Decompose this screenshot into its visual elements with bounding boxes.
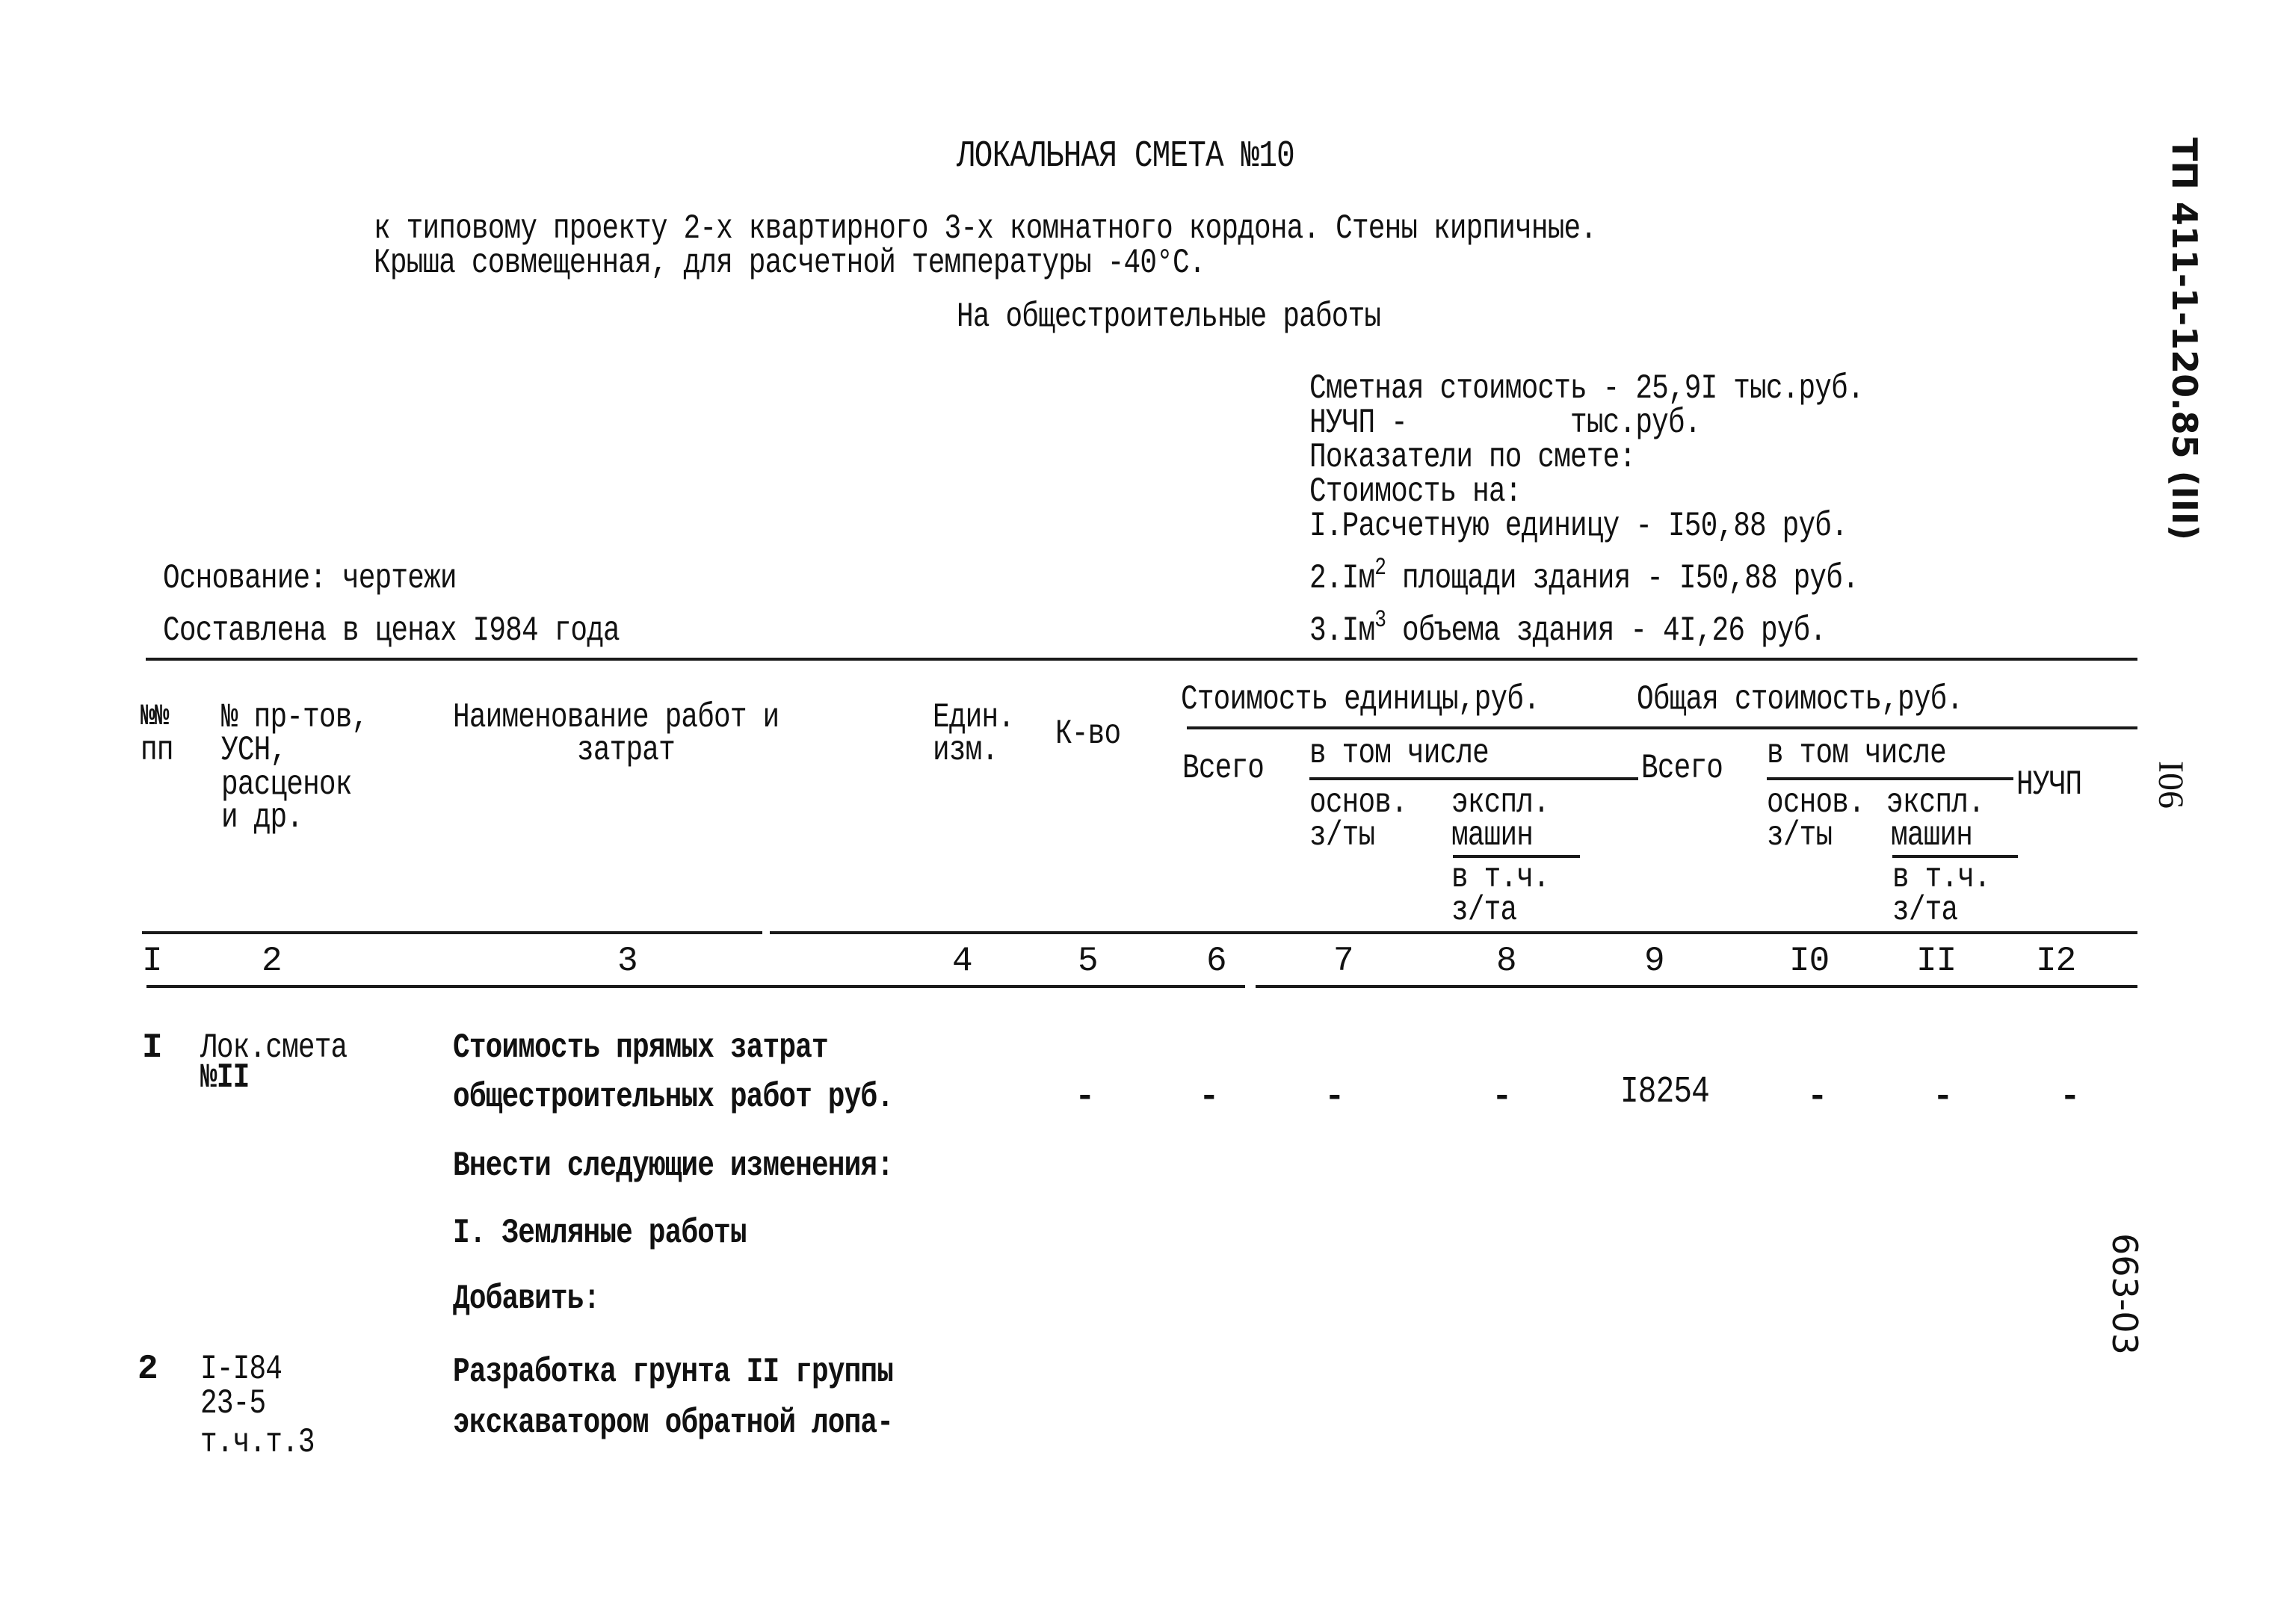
header-total-machine-wage-line2: з/та [1892,891,1958,930]
header-unit-machine-line2: машин [1451,816,1534,855]
header-unit-base-wage-line2: з/ты [1309,816,1375,855]
indicators-label: Показатели по смете: [1309,438,1636,477]
cost-per-unit: I.Расчетную единицу - I50,88 руб. [1309,507,1847,546]
header-unit-base-wage-line1: основ. [1309,783,1407,822]
margin-project-code: ТП 411-1-120.85 (III) [2164,138,2205,541]
header-total-incl-rule [1767,777,2013,780]
header-total-cost-group: Общая стоимость,руб. [1637,680,1963,719]
header-total-incl: в том числе [1767,734,1946,773]
header-total-machine-line1: экспл. [1886,783,1984,822]
row1-ref-line1: Лок.смета [200,1028,348,1067]
row2-ref-line2: 23-5 [200,1384,266,1423]
margin-sheet-code: 663-03 [2105,1233,2145,1355]
header-total-machine-wage-line1: в т.ч. [1892,858,1990,897]
header-unit-total: Всего [1182,749,1265,788]
header-total-machine-line2: машин [1891,816,1973,855]
numbers-bottom-rule-right [1256,985,2137,988]
numbers-bottom-rule-left [146,985,1245,988]
header-total-base-wage-line1: основ. [1767,783,1865,822]
prices-label: Составлена в ценах I984 года [163,611,620,650]
header-nuchp: НУЧП [2016,765,2082,804]
header-col3-line2: затрат [577,731,675,770]
row2-name-line2: экскаватором обратной лопа- [453,1404,894,1442]
header-col2-line3: расценок [221,765,352,804]
header-group-rule [1187,726,2137,729]
column-number: II [1916,942,1957,981]
row1-unit-total: - [1324,1078,1345,1117]
column-number: 8 [1496,942,1516,981]
header-col5: К-во [1055,714,1121,753]
column-number: 4 [952,942,972,981]
row2-num: 2 [138,1350,158,1389]
note-earthworks: I. Земляные работы [453,1214,747,1253]
note-add: Добавить: [453,1279,600,1318]
row1-name-line1: Стоимость прямых затрат [453,1028,828,1067]
note-changes: Внести следующие изменения: [453,1146,894,1185]
header-unit-incl: в том числе [1309,734,1489,773]
cost-per-m3-suffix: объема здания - 4I,26 руб. [1386,611,1827,650]
header-unit-incl-rule [1309,777,1638,780]
column-number: 7 [1333,942,1353,981]
estimated-cost: Сметная стоимость - 25,9I тыс.руб. [1309,369,1864,408]
column-number: I2 [2036,942,2076,981]
column-number: 3 [617,942,638,981]
column-number: 9 [1644,942,1664,981]
cost-per-m3 [1309,606,1827,650]
nuchp-line: НУЧП - тыс.руб. [1309,404,1701,442]
row2-ref-line1: I-I84 [200,1350,283,1389]
header-unit-cost-group: Стоимость единицы,руб. [1181,680,1540,719]
margin-page-number: I06 [2151,761,2191,809]
column-number: I [142,942,162,981]
cost-per-m2-sup: 2 [1374,554,1386,581]
row1-total-base-wage: - [1807,1078,1827,1117]
header-col4-line1: Един. [933,698,1015,737]
header-total-all: Всего [1641,749,1723,788]
header-col2-line4: и др. [221,798,303,837]
document-subtitle-line1: к типовому проекту 2-х квартирного 3-х комнатного кордона. Стены кирпичные. [374,209,1597,248]
section-title: На общестроительные работы [957,297,1381,336]
header-col2-line1: № пр-тов, [221,698,368,737]
row1-total-machine: - [1933,1078,1953,1117]
row1-name-line2: общестроительных работ руб. [453,1078,894,1117]
header-col1-line2: пп [141,731,173,770]
cost-per-m2-suffix: площади здания - I50,88 руб. [1386,559,1859,598]
column-number: 5 [1078,942,1098,981]
header-col4-line2: изм. [933,731,998,770]
row1-ref-line2: №II [200,1058,250,1097]
cost-per-m2 [1309,554,1859,598]
document-title: ЛОКАЛЬНАЯ СМЕТА №10 [957,135,1294,178]
column-number: 2 [262,942,282,981]
header-unit-machine-line1: экспл. [1451,783,1549,822]
header-col3-line1: Наименование работ и [453,698,780,737]
header-col1-line1: №№ [141,700,169,734]
header-unit-machine-wage-line1: в т.ч. [1451,858,1549,897]
row2-name-line1: Разработка грунта II группы [453,1353,894,1392]
cost-per-m3-prefix: 3.Iм [1309,611,1375,650]
cost-per-m3-sup: 3 [1374,606,1386,634]
column-number: 6 [1206,942,1226,981]
cost-for-label: Стоимость на: [1309,472,1522,511]
column-number: I0 [1789,942,1830,981]
header-col2-line2: УСН, [221,731,287,770]
row1-unit-machine: - [1492,1078,1512,1117]
row1-nuchp: - [2060,1078,2080,1117]
basis-label: Основание: чертежи [163,559,457,598]
table-top-rule [146,658,2137,661]
row1-qty: - [1199,1078,1219,1117]
header-total-base-wage-line2: з/ты [1767,816,1833,855]
header-unit-machine-wage-line2: з/та [1451,891,1517,930]
row1-total: I8254 [1620,1071,1709,1114]
numbers-top-rule-right [770,931,2137,934]
numbers-top-rule-left [142,931,762,934]
row1-unit: - [1075,1078,1095,1117]
cost-per-m2-prefix: 2.Iм [1309,559,1375,598]
row2-ref-line3: т.ч.т.3 [200,1423,315,1462]
row1-num: I [142,1028,162,1067]
document-subtitle-line2: Крыша совмещенная, для расчетной температуры -40°С. [374,244,1205,282]
